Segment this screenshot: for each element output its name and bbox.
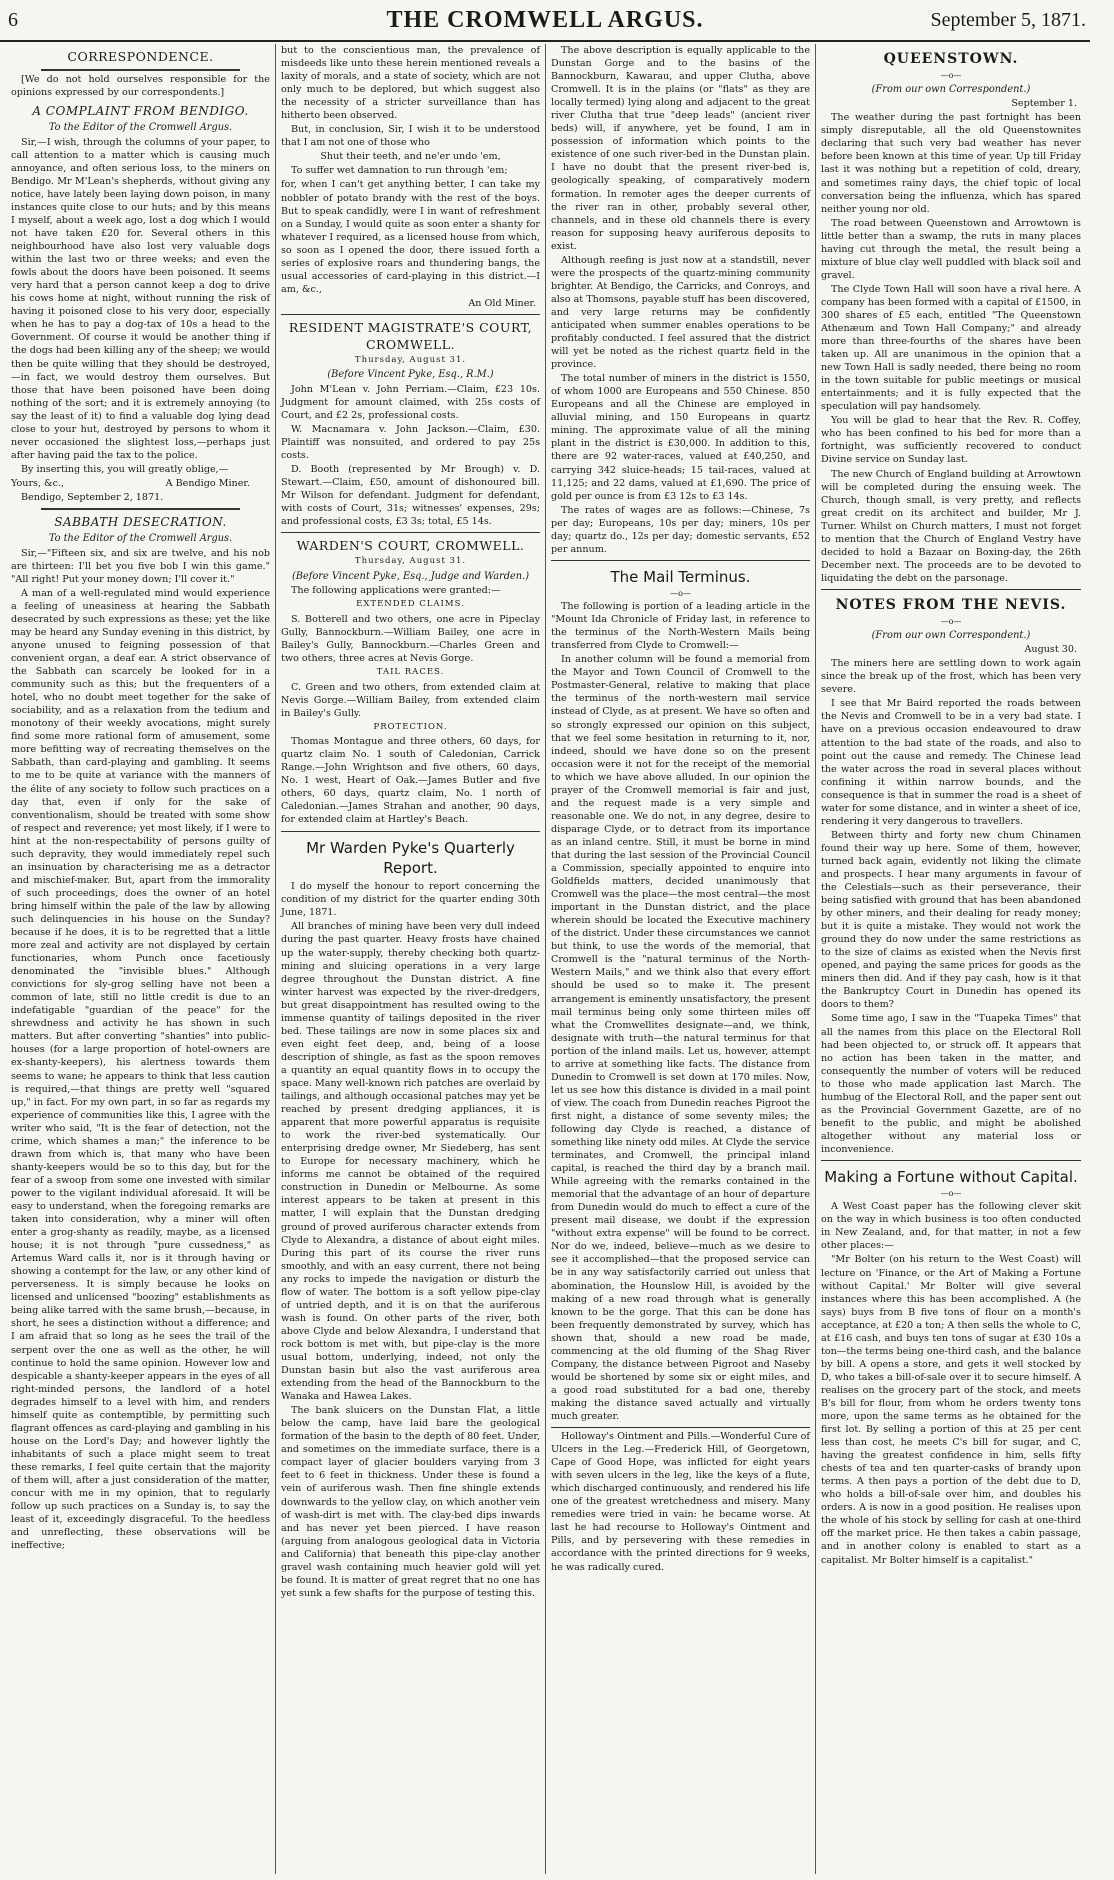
section-heading: QUEENSTOWN. (883, 51, 1019, 67)
court-date: Thursday, August 31. (354, 556, 467, 567)
section-heading: Making a Fortune without Capital. (824, 1168, 1078, 1186)
court-bench: (Before Vincent Pyke, Esq., Judge and Warden.) (291, 570, 530, 582)
divider (281, 532, 540, 533)
article-paragraph: In another column will be found a memorial from the Mayor and Town Council of Cromwell to the Postmaster-General, relative to making that place the terminus of the north-western mail service instead of Clyde, as at present. We have so often and so strongly expressed our opinion on this subject, that we feel some hesitation in returning to it, nor, indeed, should we have done so on the present occasion were it not for the receipt of the memorial to which we have above alluded. In our opinion the prayer of the Cromwell memorial is fair and just, and the request made is a very simple and reasonable one. We do not, in any degree, desire to disparage Clyde, or to detract from its importance as an inland centre. Still, it must be borne in mind that during the last session of the Provincial Council a Commission, specially appointed to enquire into Goldfields matters, decided unanimously that Cromwell was the place—the most central—the most important in the Dunstan district, and the place wherein should be located the Executive machinery of the district. Under these circumstances we cannot but think, to use the words of the memorial, that Cromwell is the "natural terminus of the North-Western Mails," and we think also that every effort should be used so to make it. The present arrangement is eminently unsatisfactory, the present mail terminus being only some thirteen miles off what the Cromwellites designate—and, we think, designate with truth—the natural terminus for that portion of the inland mails. Let us, however, attempt to arrive at something like facts. The distance from Dunedin to Cromwell is set down at 170 miles. Now, let us see how this distance is divided in a mail point of view. The coach from Dunedin reaches Pigroot the first night, a distance of some seventy miles; the following day Clyde is reached, a distance of something like ninety odd miles. At Clyde the service terminates, and Cromwell, the principal inland capital, is reached the third day by a branch mail. While agreeing with the remarks contained in the memorial that the advantage of an hour of departure from Dunedin would do much to effect a cure of the present mail disease, we doubt if the expression "without extra expense" will be found to be correct. Nor do we, indeed, believe—much as we desire to see it accomplished—that the proposed service can be in any way satisfactorily carried out unless that abomination, the Hounslow Hill, is avoided by the making of a new road through what is generally known to be the gorge. That this can be done has been frequently demonstrated by survey, which has shown that, should a new road be made, commencing at the old fluming of the Shag River Company, the distance between Pigroot and Naseby would be shortened by some six or eight miles, and a good road substituted for a bad one, thereby making the distance saved actually and virtually much greater. (551, 654, 810, 1422)
news-paragraph: A West Coast paper has the following clever skit on the way in which business is too often conducted in New Zealand, and, for that matter, in not a few other places:— (821, 1201, 1081, 1252)
news-paragraph: I see that Mr Baird reported the roads between the Nevis and Cromwell to be in a very bad state. I have on a previous occasion endeavoured to draw attention to the bad state of the roads, and also to point out the cause and remedy. The Chinese lead the water across the road in several places without confining it within narrow bounds, and the consequence is that in summer the road is a sheet of water for some distance, and in winter a sheet of ice, rendering it very dangerous to travellers. (821, 698, 1081, 827)
divider: —o— (940, 71, 962, 81)
verse-line: To suffer wet damnation to run through 'em; (291, 165, 508, 177)
article-paragraph: The following is portion of a leading article in the "Mount Ida Chronicle of Friday last, in reference to the terminus of the North-Western Mails being transferred from Clyde to Cromwell:— (551, 601, 810, 652)
subheading: PROTECTION. (373, 721, 448, 732)
divider (281, 831, 540, 832)
column-1 (6, 44, 276, 1874)
report-paragraph: All branches of mining have been very dull indeed during the past quarter. Heavy frosts have chained up the water-supply, thereby checking both quartz-mining and sluicing operations in a very large degree throughout the Dunstan district. A fine winter harvest was expected by the river-dredgers, but great disappointment has resulted owing to the immense quantity of tailings deposited in the river bed. These tailings are now in some places six and even eight feet deep, and, being of a loose description of shingle, as fast as the spoon removes a quantity an equal quantity flows in to occupy the space. Many well-known rich patches are overlaid by tailings, and although occasional patches may yet be reached by present dredging appliances, it is apparent that more powerful apparatus is requisite to work the river-bed systematically. Our enterprising dredge owner, Mr Siedeberg, has sent to Europe for necessary machinery, which he informs me cannot be obtained of the required construction in Dunedin or Melbourne. As some interest appears to be taken at present in this matter, I will explain that the Dunstan dredging ground of proved auriferous character extends from Clyde to Alexandra, a distance of about eight miles. During this part of its course the river runs smoothly, and with an easy current, there not being any rocks to impede the navigation or disturb the flow of water. The bottom is a soft yellow pipe-clay of untried depth, and it is on that the auriferous wash is found. On other parts of the river, both above Clyde and below Alexandra, I understand that rock bottom is met with, but pipe-clay is the more usual bottom, underlying, indeed, not only the Dunstan basin but also the vast auriferous area extending from the head of the Bannockburn to the Wanaka and Hawea Lakes. (281, 921, 540, 1403)
masthead (0, 0, 1090, 42)
letter-body: but to the conscientious man, the prevalence of misdeeds like unto these herein mentioned reveals a laxity of morals, and a state of society, which are not only much to be deplored, but which suggest also the necessity of a stricter surveillance than has hitherto been observed. (281, 45, 540, 122)
letter-body: for, when I can't get anything better, I can take my nobbler of potato brandy with the rest of the boys. But to speak candidly, were I in want of refreshment on a Sunday, I would quite as soon enter a shanty for whatever I required, as a licensed house from which, so soon as I opened the door, there issued forth a series of explosive roars and thundering bangs, the usual accessories of card-playing in this district.—I am, &c., (281, 179, 540, 295)
news-paragraph: You will be glad to hear that the Rev. R. Coffey, who has been confined to his bed for more than a fortnight, was sufficiently recovered to conduct Divine service on Sunday last. (821, 415, 1081, 466)
verse-line: Shut their teeth, and ne'er undo 'em, (320, 151, 501, 163)
court-case: Thomas Montague and three others, 60 days, for quartz claim No. 1 south of Caledonian, Carrick Range.—John Wrightson and five others, 60 days, No. 1 west, Heart of Oak.—James Butler and five others, 60 days, quartz claim, No. 1 north of Caledonian.—James Strahan and another, 90 days, for extended claim at Hartley's Beach. (281, 736, 540, 826)
section-heading: WARDEN'S COURT, CROMWELL. (296, 538, 525, 554)
letter-close: By inserting this, you will greatly oblige,— (21, 463, 229, 475)
letter-body: But, in conclusion, Sir, I wish it to be understood that I am not one of those who (281, 124, 540, 149)
court-date: Thursday, August 31. (354, 354, 467, 365)
letter-body: Sir,—"Fifteen six, and six are twelve, and his nob are thirteen: I'll bet you five bob I win this game." "All right! Put your money down; I'll cover it." (11, 547, 270, 585)
divider (821, 1160, 1081, 1161)
letter-yours: Yours, &c., (11, 477, 65, 489)
subheading: EXTENDED CLAIMS. (356, 599, 465, 610)
section-heading: Mr Warden Pyke's Quarterly Report. (306, 838, 515, 877)
court-case: D. Booth (represented by Mr Brough) v. D. Stewart.—Claim, £50, amount of dishonoured bill. Mr Wilson for defendant. Judgment for defendant, with costs of Court, 31s; witnesses' expenses, 29s; and professional costs, £3 3s; total, £5 14s. (281, 464, 540, 528)
letter-addressee: To the Editor of the Cromwell Argus. (48, 122, 233, 134)
news-paragraph: The Clyde Town Hall will soon have a rival here. A company has been formed with a capital of £1500, in 300 shares of £5 each, entitled "The Queenstown Athenæum and Town Hall Company;" and already more than three-fourths of the shares have been taken up. All are unanimous in the opinion that a new Town Hall is sadly needed, there being no room in the town suitable for public meetings or musical entertainments; and it is fully expected that the speculation will pay handsomely. (821, 283, 1081, 413)
news-paragraph: Some time ago, I saw in the "Tuapeka Times" that all the names from this place on the Electoral Roll had been objected to, or struck off. It appears that no action has been taken in the matter, and consequently the number of voters will be reduced to those who made application last March. The humbug of the Electoral Roll, and the paper sent out as the Provincial Government Gazette, are of no benefit to the public, and might be abolished altogether without any material loss or inconvenience. (821, 1013, 1081, 1155)
divider (821, 589, 1081, 590)
letter-title: A COMPLAINT FROM BENDIGO. (32, 104, 249, 119)
report-paragraph: The rates of wages are as follows:—Chinese, 7s per day; Europeans, 10s per day; miners, 10s per day; quartz do., 12s per day; domestic servants, £52 per annum. (551, 504, 810, 555)
report-paragraph: The total number of miners in the district is 1550, of whom 1000 are Europeans and 550 Chinese. 850 Europeans and all the Chinese are employed in alluvial mining, and 150 Europeans in quartz mining. The approximate value of all the mining plant in the district is £30,000. In addition to this, there are 92 water-races, valued at £40,250, and carrying 342 sluice-heads; 15 tail-races, valued at 11,125; and 22 dams, valued at £1,690. The price of gold per ounce is from £3 12s to £3 14s. (551, 373, 810, 502)
column-3 (546, 44, 816, 1874)
divider: —o— (940, 1189, 962, 1199)
correspondent-note: (From our own Correspondent.) (871, 83, 1031, 95)
divider: —o— (670, 589, 691, 599)
section-heading: NOTES FROM THE NEVIS. (835, 596, 1067, 613)
news-paragraph: The road between Queenstown and Arrowtown is little better than a swamp, the ruts in many places having cut through the metal, the result being a mixture of blue clay well puddled with black soil and gravel. (821, 217, 1081, 281)
court-case: W. Macnamara v. John Jackson.—Claim, £30. Plaintiff was nonsuited, and ordered to pay 25s costs. (281, 423, 540, 462)
section-heading: The Mail Terminus. (610, 567, 751, 586)
news-paragraph: The weather during the past fortnight has been simply disreputable, all the old Queenstownites declaring that such very bad weather has never before been known at this time of year. Up till Friday last it was nothing but a repetition of cold, dreary, and sometimes rainy days, the chief topic of local conversation being the influenza, which has spared neither young nor old. (821, 112, 1081, 215)
letter-place-date: Bendigo, September 2, 1871. (21, 491, 164, 503)
letter-signoff (11, 477, 270, 490)
issue-date: September 5, 1871. (930, 9, 1086, 31)
correspondent-note: (From our own Correspondent.) (871, 629, 1031, 641)
letter-signature: An Old Miner. (468, 297, 536, 309)
report-paragraph: The bank sluicers on the Dunstan Flat, a little below the camp, have laid bare the geological formation of the basin to the depth of 80 feet. Under, and sometimes on the immediate surface, there is a compact layer of glacier boulders varying from 3 feet to 6 feet in thickness. Under these is found a vein of auriferous wash. Then fine shingle extends downwards to the yellow clay, on which another vein of wash-dirt is met with. The clay-bed dips inwards and has never yet been pierced. I have reason (arguing from analogous geological data in Victoria and California) that beneath this pipe-clay another gravel wash containing much heavier gold will yet be found. It is matter of great regret that no one has yet sunk a few shafts for the purpose of testing this. (281, 1405, 540, 1599)
correspondence-heading: CORRESPONDENCE. (67, 49, 214, 64)
divider (551, 560, 810, 561)
dateline: August 30. (1024, 644, 1077, 656)
news-paragraph: Between thirty and forty new chum Chinamen found their way up here. Some of them, however, turned back again, evidently not liking the climate and prospects. I hear many arguments in favour of the Celestials—such as their perseverance, their being satisfied with ground that has been abandoned by other miners, and their dealing for ready money; but it is quite a mistake. They would not work the ground they do now under the same restrictions as to the size of claims as existed when the Nevis first opened, and paying the same prices for goods as the miners then did. And if they pay cash, how is it that the Bankruptcy Court in Dunedin has opened its doors to them? (821, 829, 1081, 1011)
divider (551, 1427, 810, 1428)
news-paragraph: The miners here are settling down to work again since the break up of the frost, which has been very severe. (821, 658, 1081, 696)
page-number: 6 (8, 9, 18, 31)
disclaimer: [We do not hold ourselves responsible for the opinions expressed by our correspondents.] (11, 74, 270, 99)
letter-addressee: To the Editor of the Cromwell Argus. (48, 533, 233, 545)
letter-body: Sir,—I wish, through the columns of your paper, to call attention to a matter which is causing much annoyance, and often serious loss, to the miners on Bendigo. Mr M'Lean's shepherds, without giving any notice, have lately been laying down poison, in many instances quite close to our huts; and by this means I myself, about a week ago, lost a dog which I would not have taken £20 for. Several others in this neighbourhood have also lost very valuable dogs within the last two or three weeks; and even the fowls about the doors have been poisoned. It seems very hard that a person cannot keep a dog to drive his cows home at night, without running the risk of having it poisoned close to his very door, especially when he has to pay a dog-tax of 10s a head to the Government. Of course it would be another thing if the dogs had been killing any of the sheep; we would then be quite willing that they should be destroyed, —in fact, we would destroy them ourselves. But those that have been poisoned have been doing nothing of the sort; and it is extremely annoying (to say the least of it) to find a valuable dog lying dead close to your hut, destroyed by persons to whom it never occasioned the slightest loss,—perhaps just after having paid the tax to the police. (11, 136, 270, 461)
letter-title: SABBATH DESECRATION. (54, 515, 227, 530)
news-paragraph: The new Church of England building at Arrowtown will be completed during the ensuing week. The Church, though small, is very pretty, and reflects great credit on its architect and builder, Mr J. Turner. Whilst on Church matters, I must not forget to mention that the Church of England Vestry have decided to hold a Bazaar on Boxing-day, the 26th December next. The proceeds are to be devoted to liquidating the debt on the parsonage. (821, 468, 1081, 584)
court-bench: (Before Vincent Pyke, Esq., R.M.) (327, 369, 494, 381)
newspaper-title: THE CROMWELL ARGUS. (386, 7, 704, 33)
court-case: S. Botterell and two others, one acre in Pipeclay Gully, Bannockburn.—William Bailey, one acre in Bailey's Gully, Bannockburn.—Charles Green and two others, three acres at Nevis Gorge. (281, 613, 540, 664)
divider (281, 314, 540, 315)
report-paragraph: I do myself the honour to report concerning the condition of my district for the quarter ending 30th June, 1871. (281, 881, 540, 919)
court-case: John M'Lean v. John Perriam.—Claim, £23 10s. Judgment for amount claimed, with 25s costs of Court, and £2 2s, professional costs. (281, 383, 540, 421)
report-paragraph: The above description is equally applicable to the Dunstan Gorge and to the basins of the Bannockburn, Kawarau, and upper Clutha, above Cromwell. It is in the plains (or "flats" as they are locally termed) lying along and adjacent to the great river Clutha that true "deep leads" (ancient river beds) will, if anywhere, yet be found, I am in possession of information which points to the existence of one such river-bed in the Dunstan plain. I have no doubt that the present river-bed is, geologically speaking, of comparatively modern formation. In remoter ages the deeper currents of the river ran in other, probably several other, channels, and in these old channels there is every reason for supposing heavy auriferous deposits to exist. (551, 45, 810, 252)
column-4 (816, 44, 1086, 1874)
section-heading: RESIDENT MAGISTRATE'S COURT, CROMWELL. (288, 319, 533, 352)
divider (41, 69, 240, 71)
news-paragraph: "Mr Bolter (on his return to the West Coast) will lecture on 'Finance, or the Art of Making a Fortune without Capital.' Mr Bolter will give several instances where this has been accomplished. A (he says) buys from B five tons of flour on a month's acceptance, at £20 a ton; A then sells the whole to C, at £16 cash, and buys ten tons of sugar at £30 10s a ton—the terms being one-third cash, and the balance by bill. A opens a store, and gets it well stocked by D, who takes a bill-of-sale over it to secure himself. A realises on the grocery part of the stock, and meets B's bill for flour, from whom he orders twenty tons more, upon the same terms as he obtained for the first lot. By selling a portion of this at 25 per cent less than cost, he meets C's bill for sugar, and C, having the greatest confidence in him, sells fifty chests of tea and ten quarter-casks of brandy upon terms. A then pays a portion of the debt due to D, who holds a bill-of-sale over him, and doubles his orders. A is now in a good position. He realises upon the whole of his stock by selling for cash at one-third off the market price. He then takes a cabin passage, and in another colony is enabled to start as a capitalist. Mr Bolter himself is a capitalist." (821, 1254, 1081, 1566)
letter-signature: A Bendigo Miner. (165, 477, 250, 489)
divider: —o— (940, 616, 962, 626)
dateline: September 1. (1011, 98, 1077, 110)
court-case: C. Green and two others, from extended claim at Nevis Gorge.—William Bailey, from extended claim in Bailey's Gully. (281, 681, 540, 719)
column-2 (276, 44, 546, 1874)
report-paragraph: Although reefing is just now at a standstill, never were the prospects of the quartz-mining community brighter. At Bendigo, the Carricks, and Conroys, and also at Thomsons, payable stuff has been discovered, and very large returns may be confidently anticipated when summer enables operations to be profitably conducted. I feel assured that the district will yet be noted as the richest quartz field in the province. (551, 254, 810, 371)
columns (6, 44, 1088, 1874)
subheading: TAIL RACES. (376, 666, 445, 677)
divider (41, 508, 240, 510)
advertisement: Holloway's Ointment and Pills.—Wonderful Cure of Ulcers in the Leg.—Frederick Hill, of Georgetown, Cape of Good Hope, was inflicted for eight years with seven ulcers in the leg, like the keys of a flute, which discharged continuously, and rendered his life one of the greatest wretchedness and misery. Many remedies were tried in vain: he became worse. At last he had recourse to Holloway's Ointment and Pills, and by persevering with these remedies in accordance with the printed directions for 9 weeks, he was radically cured. (551, 1431, 810, 1573)
court-intro: The following applications were granted:— (291, 585, 501, 597)
letter-body: A man of a well-regulated mind would experience a feeling of uneasiness at hearing the Sabbath desecrated by such expressions as these; yet the like may be heard any Sunday evening in this district, by anyone unused to feigning possession of that convenient organ, a deaf ear. A strict observance of the Sabbath can scarcely be looked for in a community such as this; but the frequenters of a hotel, who no doubt meet together for the sake of sociability, and as a relaxation from the tedium and monotony of their weekly avocations, might surely find some more rational form of amusement, some more befitting way of recreating themselves on the Sabbath, than card-playing and gambling. It seems to me to be quite at variance with the manners of the élite of any society to follow such practices on a day that, even if only for the sake of conventionalism, should be treated with some show of respect and reverence; yet most likely, if I were to hint at the non-respectability of persons guilty of such depravity, they would immediately repel such an insinuation by characterising me as a detractor and mischief-maker. But, apart from the immorality of such proceedings, does the owner of an hotel bring himself within the pale of the law by allowing such delinquencies in his house on the Sunday? because if he does, it is to be regretted that a little more zeal and activity are not displayed by certain functionaries, whom Punch once facetiously denominated the "invisible blues." Although convictions for sly-grog selling have not been a common of late, still no little credit is due to an indefatigable "guardian of the peace" for the shrewdness and activity he has shown in such matters. But after converting "shanties" into public-houses (for a large proportion of hotel-owners are ex-shanty-keepers), his alertness towards them seems to wane; he appears to think that less caution is required,—that things are pretty well "squared up," in fact. For my own part, in so far as regards my experience of communities like this, I agree with the writer who said, "It is the fear of detection, not the crime, which shames a man;" the inference to be drawn from which is, that many who have been shanty-keepers would be so to this day, but for the fear of a swoop from some one invested with similar power to the vigilant individual aforesaid. It will be easy to understand, when the foregoing remarks are taken into consideration, why a miner will often enter a grog-shanty as readily, maybe, as a licensed house; it is not through "pure cussedness," as Artemus Ward calls it, nor is it through having or showing a contempt for the law, or any other kind of perverseness. It is simply because he looks on licensed and unlicensed "boozing" establishments as being alike tarred with the same brush,—because, in short, he sees a distinction without a difference; and I am afraid that so long as he sees the trail of the serpent over the one as well as the other, he will continue to hold the same opinion. However low and despicable a shanty-keeper appears in the eyes of all right-minded persons, the landlord of a hotel degrades himself to a level with him, and renders himself quite as contemptible, by permitting such flagrant offences as card-playing and gambling in his house on the Lord's Day; and however lightly the inhabitants of such a place might seem to treat these remarks, I feel quite certain that the majority of them will, after a just consideration of the matter, concur with me in my opinion, that to regularly follow up such practices on a Sunday is, to say the least of it, exceedingly disgraceful. To the heedless and unreflecting, these observations will be ineffective; (11, 587, 270, 1552)
